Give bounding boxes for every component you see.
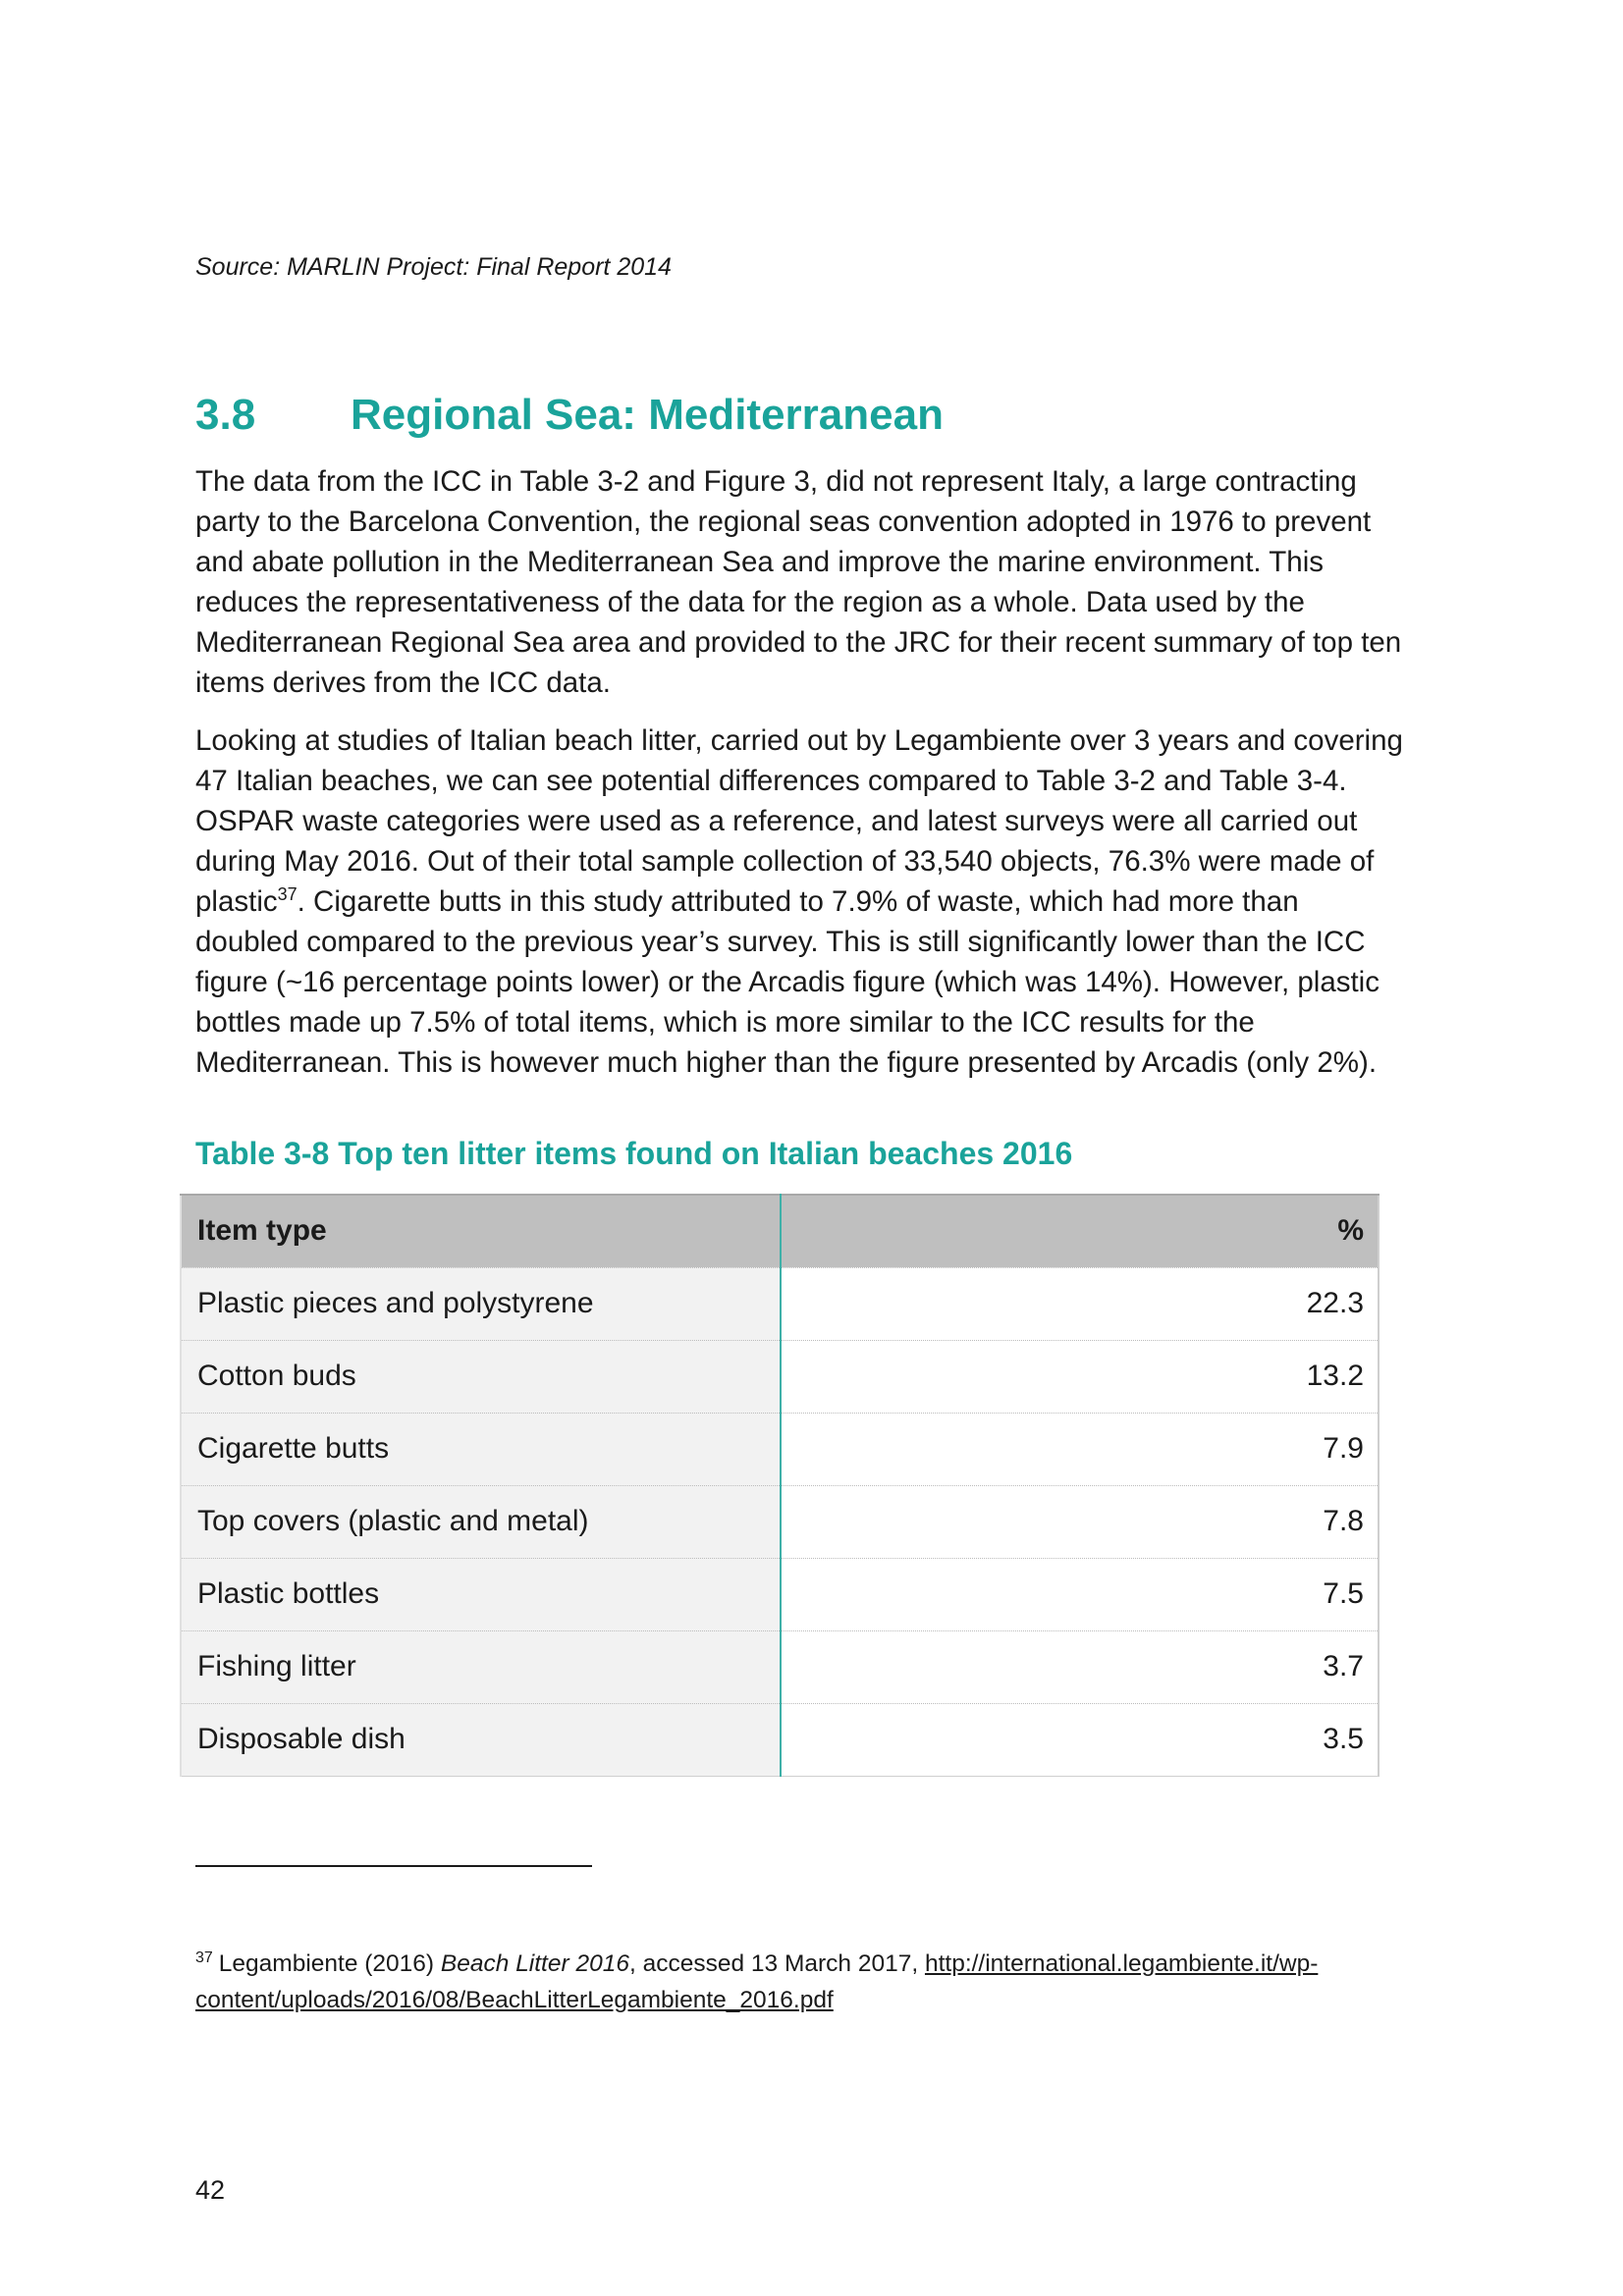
paragraph-2-text-a: Looking at studies of Italian beach litter, carried out by Legambiente over 3 years and covering 47 Italian beaches, we can see potential differences compared to Table 3-2 and Table 3-4. OSPAR waste categories were used as a reference, and latest surveys were all carried out during May 2016. Out of their total sample collection of 33,540 objects, 76.3% were made of plastic [195, 724, 1403, 918]
item-cell: Cigarette butts [181, 1413, 781, 1485]
section-number: 3.8 [195, 391, 256, 439]
table-row [181, 1630, 1379, 1703]
paragraph-2 [195, 721, 1403, 1083]
table-header-row [181, 1195, 1379, 1267]
percent-cell: 7.9 [781, 1413, 1379, 1485]
footnote-ref-37[interactable]: 37 [277, 884, 298, 905]
section-title: Regional Sea: Mediterranean [351, 391, 944, 439]
header-percent: % [781, 1195, 1379, 1267]
footnote-title: Beach Litter 2016 [440, 1950, 629, 1977]
source-line: Source: MARLIN Project: Final Report 2014 [195, 253, 672, 281]
page-number: 42 [195, 2175, 226, 2205]
footnote-text-a: Legambiente (2016) [218, 1950, 441, 1977]
item-cell: Fishing litter [181, 1630, 781, 1703]
footnote-number: 37 [195, 1949, 213, 1966]
header-item-type: Item type [181, 1195, 781, 1267]
footnote-text-b: , accessed 13 March 2017, [628, 1950, 925, 1977]
footnote-divider [195, 1865, 592, 1867]
percent-cell: 3.5 [781, 1703, 1379, 1776]
item-cell: Cotton buds [181, 1340, 781, 1413]
footnote-37 [195, 1946, 1403, 2018]
table-row [181, 1703, 1379, 1776]
table-caption: Table 3-8 Top ten litter items found on Italian beaches 2016 [195, 1136, 1073, 1171]
table-row [181, 1558, 1379, 1630]
percent-cell: 3.7 [781, 1630, 1379, 1703]
paragraph-1-text: The data from the ICC in Table 3-2 and Figure 3, did not represent Italy, a large contracting party to the Barcelona Convention, the regional seas convention adopted in 1976 to prevent and abate pollution in the Mediterranean Sea and improve the marine environment. This reduces the representativeness of the data for the region as a whole. Data used by the Mediterranean Regional Sea area and provided to the JRC for their recent summary of top ten items derives from the ICC data. [195, 465, 1402, 699]
item-cell: Plastic pieces and polystyrene [181, 1267, 781, 1340]
litter-items-table [180, 1194, 1380, 1777]
footnote-link[interactable]: http://international.legambiente.it/wp-content/uploads/2016/08/BeachLitterLegambiente_2016.pdf [195, 1950, 1319, 2013]
percent-cell: 13.2 [781, 1340, 1379, 1413]
item-cell: Top covers (plastic and metal) [181, 1485, 781, 1558]
table-row [181, 1340, 1379, 1413]
percent-cell: 22.3 [781, 1267, 1379, 1340]
table-row [181, 1267, 1379, 1340]
item-cell: Plastic bottles [181, 1558, 781, 1630]
paragraph-1 [195, 461, 1403, 703]
table-row [181, 1413, 1379, 1485]
paragraph-2-text [195, 721, 1403, 1083]
percent-cell: 7.8 [781, 1485, 1379, 1558]
item-cell: Disposable dish [181, 1703, 781, 1776]
section-heading [195, 391, 944, 440]
table-row [181, 1485, 1379, 1558]
percent-cell: 7.5 [781, 1558, 1379, 1630]
paragraph-2-text-b: . Cigarette butts in this study attributed to 7.9% of waste, which had more than doubled compared to the previous year’s survey. This is still significantly lower than the ICC figure (~16 percentage points lower) or the Arcadis figure (which was 14%). However, plastic bottles made up 7.5% of total items, which is more similar to the ICC results for the Mediterranean. This is however much higher than the figure presented by Arcadis (only 2%). [195, 885, 1380, 1079]
